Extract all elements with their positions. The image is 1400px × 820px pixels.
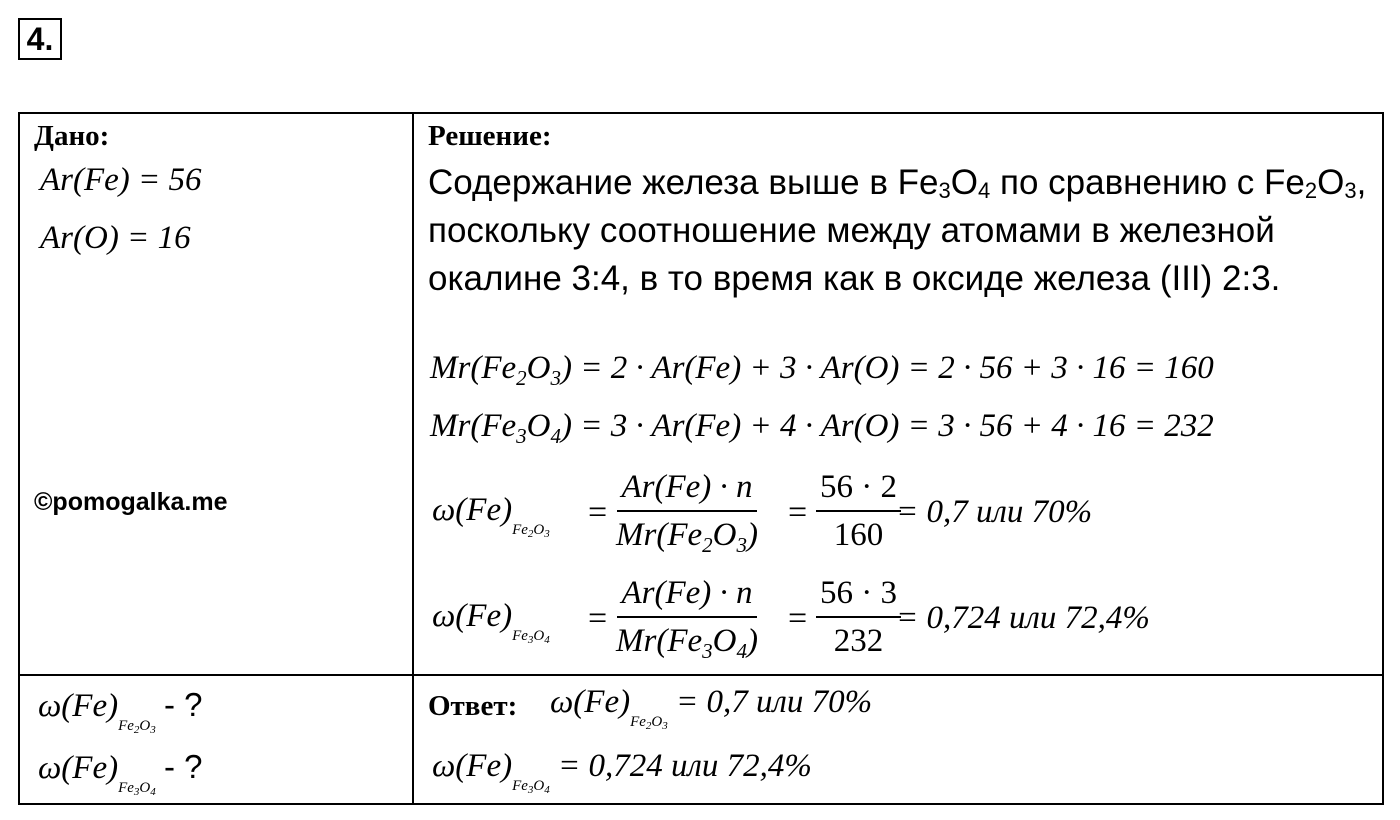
solution-explanation: Содержание железа выше в $Fe_3O_4$ по сравнению с $Fe_2O_3$, поскольку соотношение между атомами в железной окалине 3:4, в то время как в оксиде железа (III) 2:3. bbox=[428, 163, 1367, 298]
omega-fe2o3-label: $\omega(Fe)_{Fe_2O_3}$ bbox=[432, 492, 550, 540]
omega-fe3o4-result: = 0,724 или 72,4% bbox=[896, 600, 1150, 636]
answer-omega-fe2o3: $\omega(Fe)_{Fe_2O_3} = 0,7$ или 70% bbox=[550, 684, 873, 732]
find-omega-fe2o3: $\omega(Fe)_{Fe_2O_3}$ - ? bbox=[38, 686, 203, 736]
omega-fe3o4-numeric-fraction: $\frac{56 \cdot 3}{232}$ bbox=[816, 574, 901, 660]
task-number: 4. bbox=[18, 18, 62, 60]
solution-table bbox=[18, 112, 1384, 805]
given-ar-fe: Ar(Fe) = 56 bbox=[40, 162, 202, 198]
solution-header: Решение: bbox=[428, 120, 552, 152]
omega-fe2o3-numeric-fraction: $\frac{56 \cdot 2}{160}$ bbox=[816, 468, 901, 554]
mr-fe2o3-equation: $Mr(Fe_2O_3) = 2 \cdot Ar(Fe) + 3 \cdot Ar(O) = 2 \cdot 56 + 3 \cdot 16 = 160$ bbox=[430, 350, 1214, 390]
omega-fe2o3-fraction: $\frac{Ar(Fe) \cdot n}{Mr(Fe_2O_3)}$ bbox=[616, 469, 758, 557]
equals-sign: = bbox=[788, 494, 808, 531]
equals-sign: = bbox=[588, 494, 608, 531]
given-header: Дано: bbox=[34, 120, 110, 152]
mr-fe3o4-equation: $Mr(Fe_3O_4) = 3 \cdot Ar(Fe) + 4 \cdot Ar(O) = 3 \cdot 56 + 4 \cdot 16 = 232$ bbox=[430, 408, 1214, 448]
find-omega-fe3o4: $\omega(Fe)_{Fe_3O_4}$ - ? bbox=[38, 748, 203, 798]
equals-sign: = bbox=[588, 600, 608, 637]
watermark: ©pomogalka.me bbox=[34, 488, 228, 516]
equals-sign: = bbox=[788, 600, 808, 637]
row-divider bbox=[20, 674, 1382, 676]
answer-omega-fe3o4: $\omega(Fe)_{Fe_3O_4} = 0,724$ или 72,4% bbox=[432, 748, 812, 796]
omega-fe3o4-fraction: $\frac{Ar(Fe) \cdot n}{Mr(Fe_3O_4)}$ bbox=[616, 575, 758, 663]
answer-label: Ответ: bbox=[428, 690, 518, 722]
omega-fe3o4-label: $\omega(Fe)_{Fe_3O_4}$ bbox=[432, 598, 550, 646]
find-question-2: - ? bbox=[164, 748, 203, 785]
omega-fe2o3-result: = 0,7 или 70% bbox=[896, 494, 1093, 530]
given-ar-o: Ar(O) = 16 bbox=[40, 220, 191, 256]
column-divider bbox=[412, 114, 414, 803]
find-question-1: - ? bbox=[164, 686, 203, 723]
